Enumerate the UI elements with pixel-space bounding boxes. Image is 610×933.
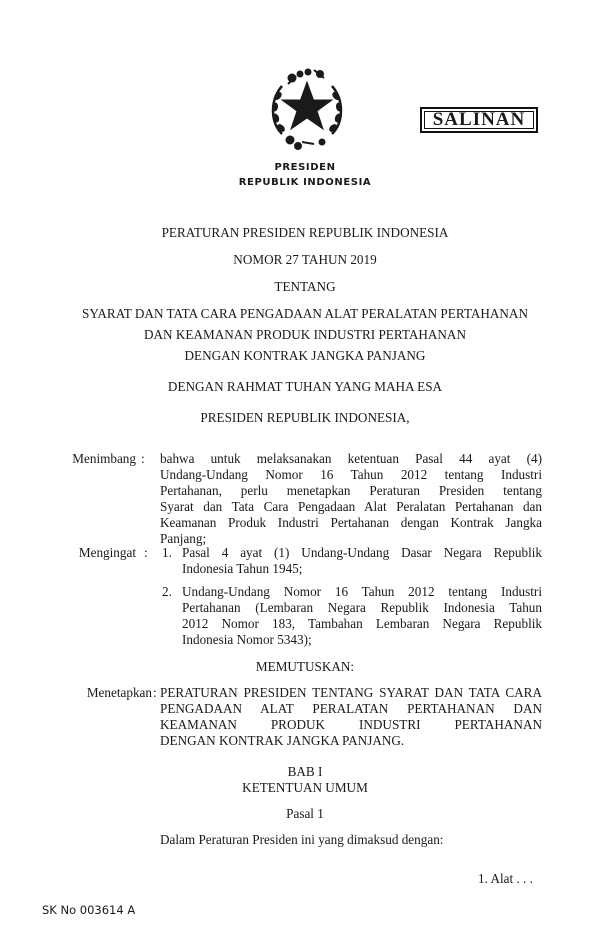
mengingat-label: Mengingat: [78, 545, 136, 560]
mengingat-item: [182, 584, 542, 648]
regulation-number: NOMOR 27 TAHUN 2019: [233, 252, 377, 267]
menimbang-line: Syarat dan Tata Cara Pengadaan Alat Peralatan Pertahanan dan: [160, 499, 542, 514]
grace-line: DENGAN RAHMAT TUHAN YANG MAHA ESA: [167, 379, 443, 394]
menetapkan-line: PERATURAN PRESIDEN TENTANG SYARAT DAN TATA CARA: [160, 685, 542, 700]
bab-number: BAB I: [287, 764, 323, 779]
menetapkan-colon: :: [153, 685, 157, 700]
menetapkan-line: DENGAN KONTRAK JANGKA PANJANG.: [160, 733, 405, 748]
subject-line-2: DAN KEAMANAN PRODUK INDUSTRI PERTAHANAN: [144, 327, 466, 342]
memutuskan-heading: MEMUTUSKAN:: [255, 659, 355, 674]
tentang-heading: TENTANG: [274, 279, 336, 294]
menimbang-line: Keamanan Produk Industri Pertahanan dengan Kontrak Jangka: [160, 515, 542, 530]
menetapkan-label: Menetapkan: [86, 685, 152, 700]
bab-title: KETENTUAN UMUM: [242, 780, 368, 795]
mengingat-line: Undang-Undang Nomor 16 Tahun 2012 tentang Industri: [182, 584, 542, 599]
mengingat-item-number: 2.: [162, 584, 172, 599]
mengingat-line: Pasal 4 ayat (1) Undang-Undang Dasar Negara Republik: [182, 545, 542, 560]
subject-line-3: DENGAN KONTRAK JANGKA PANJANG: [184, 348, 426, 363]
mengingat-line: Indonesia Tahun 1945;: [182, 561, 303, 576]
menimbang-line: Panjang;: [160, 531, 207, 546]
pasal-intro: Dalam Peraturan Presiden ini yang dimaksud dengan:: [160, 832, 444, 847]
menimbang-line: Undang-Undang Nomor 16 Tahun 2012 tentang Industri: [160, 467, 542, 482]
menimbang-colon: :: [141, 451, 145, 466]
menetapkan-text: [160, 685, 542, 749]
next-page-marker: 1. Alat . . .: [478, 871, 533, 886]
subject-line-1: SYARAT DAN TATA CARA PENGADAAN ALAT PERALATAN PERTAHANAN: [82, 306, 528, 321]
office-line-presiden: PRESIDEN: [274, 162, 336, 173]
salinan-stamp: SALINAN: [420, 107, 538, 133]
mengingat-line: 2012 Nomor 183, Tambahan Lembaran Negara Republik: [182, 616, 542, 631]
mengingat-item: [182, 545, 542, 577]
president-line: PRESIDEN REPUBLIK INDONESIA,: [200, 410, 410, 425]
menetapkan-line: KEAMANAN PRODUK INDUSTRI PERTAHANAN: [160, 717, 542, 732]
menimbang-label: Menimbang: [72, 451, 136, 466]
pasal-heading: Pasal 1: [286, 806, 324, 821]
menimbang-line: Pertahanan, perlu menetapkan Peraturan Presiden tentang: [160, 483, 542, 498]
mengingat-line: Pertahanan (Lembaran Negara Republik Indonesia Tahun: [182, 600, 542, 615]
menimbang-line: bahwa untuk melaksanakan ketentuan Pasal 44 ayat (4): [160, 451, 542, 466]
mengingat-line: Indonesia Nomor 5343);: [182, 632, 312, 647]
garuda-star-emblem-icon: [262, 62, 352, 152]
menimbang-text: [160, 451, 542, 547]
mengingat-colon: :: [144, 545, 148, 560]
regulation-title: PERATURAN PRESIDEN REPUBLIK INDONESIA: [161, 225, 449, 240]
office-line-republik: REPUBLIK INDONESIA: [238, 177, 372, 188]
menetapkan-line: PENGADAAN ALAT PERALATAN PERTAHANAN DAN: [160, 701, 542, 716]
mengingat-item-number: 1.: [162, 545, 172, 560]
sk-number: SK No 003614 A: [42, 903, 136, 917]
